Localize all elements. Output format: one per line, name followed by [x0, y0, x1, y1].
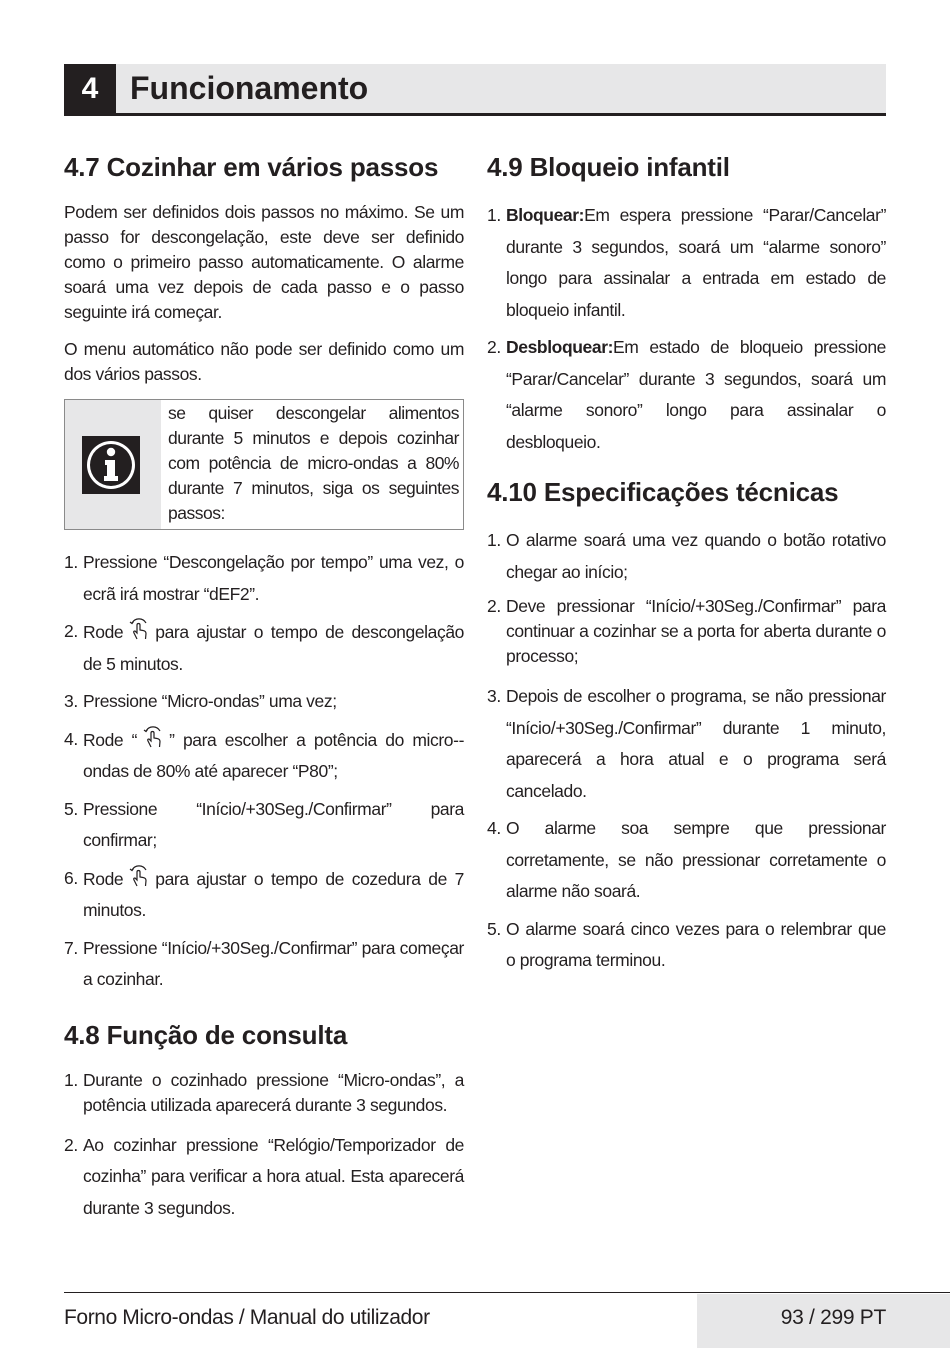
- chapter-number: 4: [64, 64, 116, 113]
- list-item: 2. Deve pressionar “Início/+30Seg./Confirmar” para continuar a cozinhar se a porta for aberta durante o processo;: [487, 596, 886, 666]
- info-icon: [82, 436, 140, 494]
- list-item: 1. Durante o cozinhado pressione “Micro-ondas”, a potência utilizada aparecerá durante 3 segundos.: [64, 1069, 464, 1115]
- info-note-text: se quiser descongelar alimentos durante 5 minutos e depois cozinhar com potência de micro-ondas a 80% durante 7 minutos, siga os seguintes passos:: [168, 403, 459, 523]
- list-item: 5. Pressione “Início/+30Seg./Confirmar” para confirmar;: [64, 798, 464, 850]
- rotary-knob-hand-icon: [141, 724, 165, 750]
- section-title-4-7: 4.7 Cozinhar em vários passos: [64, 152, 439, 182]
- section-title-4-10: 4.10 Especificações técnicas: [487, 477, 839, 507]
- list-item: 4. Rode “ ” para escolher a potência do micro--ondas de 80% até aparecer “P80”;: [64, 724, 464, 788]
- rotary-knob-hand-icon: [127, 863, 151, 889]
- footer-page-number: 93 / 299 PT: [780, 1306, 886, 1329]
- list-item: 1. Bloquear:Em espera pressione “Parar/Cancelar” durante 3 segundos, soará um “alarme sonoro” longo para assinalar a entrada em estado de bloqueio infantil.: [487, 205, 886, 320]
- info-icon-panel: [65, 400, 161, 529]
- section-4-9-steps: [487, 200, 886, 458]
- list-item: 1. O alarme soará uma vez quando o botão rotativo chegar ao início;: [487, 530, 886, 582]
- list-item: 7. Pressione “Início/+30Seg./Confirmar” para começar a cozinhar.: [64, 937, 464, 989]
- section-title-4-9: 4.9 Bloqueio infantil: [487, 152, 730, 182]
- info-note-box: [64, 399, 464, 530]
- section-4-8-steps: [64, 1068, 464, 1225]
- section-4-7-paragraph-1: Podem ser definidos dois passos no máximo. Se um passo for descongelação, este deve ser definido como o primeiro passo automaticamente. O alarme soará uma vez depois de cada passo e o passo seguinte irá começar.: [64, 202, 464, 322]
- list-item: 1. Pressione “Descongelação por tempo” uma vez, o ecrã irá mostrar “dEF2”.: [64, 552, 464, 604]
- section-title-4-8: 4.8 Função de consulta: [64, 1019, 348, 1050]
- section-4-10-steps: [487, 525, 886, 977]
- section-4-7-steps: [64, 547, 464, 996]
- list-item: 6. Rode para ajustar o tempo de cozedura de 7 minutos.: [64, 863, 464, 927]
- list-item: 2. Ao cozinhar pressione “Relógio/Temporizador de cozinha” para verificar a hora atual. Esta aparecerá durante 3 segundos.: [64, 1134, 464, 1218]
- list-item: 3. Pressione “Micro-ondas” uma vez;: [64, 691, 337, 711]
- list-item: 5. O alarme soará cinco vezes para o relembrar que o programa terminou.: [487, 918, 886, 970]
- list-item: 4. O alarme soa sempre que pressionar corretamente, se não pressionar corretamente o alarme não soará.: [487, 818, 886, 901]
- rotary-knob-hand-icon: [127, 616, 151, 642]
- lock-label: Bloquear:: [506, 205, 585, 225]
- section-4-7-paragraph-2: O menu automático não pode ser definido como um dos vários passos.: [64, 339, 464, 384]
- left-column: [64, 150, 464, 1230]
- footer-document-title: Forno Micro-ondas / Manual do utilizador: [64, 1306, 430, 1329]
- list-item: 2. Rode para ajustar o tempo de descongelação de 5 minutos.: [64, 616, 464, 680]
- list-item: 3. Depois de escolher o programa, se não pressionar “Início/+30Seg./Confirmar” durante 1 minuto, aparecerá a hora atual e o programa será cancelado.: [487, 686, 886, 801]
- chapter-title: Funcionamento: [130, 70, 369, 106]
- right-column: [487, 150, 886, 983]
- unlock-label: Desbloquear:: [506, 337, 614, 357]
- footer-divider: [64, 1292, 950, 1293]
- list-item: 2. Desbloquear:Em estado de bloqueio pressione “Parar/Cancelar” durante 3 segundos, soará um “alarme sonoro” longo para assinalar o desbloqueio.: [487, 337, 886, 452]
- chapter-header: [64, 64, 886, 116]
